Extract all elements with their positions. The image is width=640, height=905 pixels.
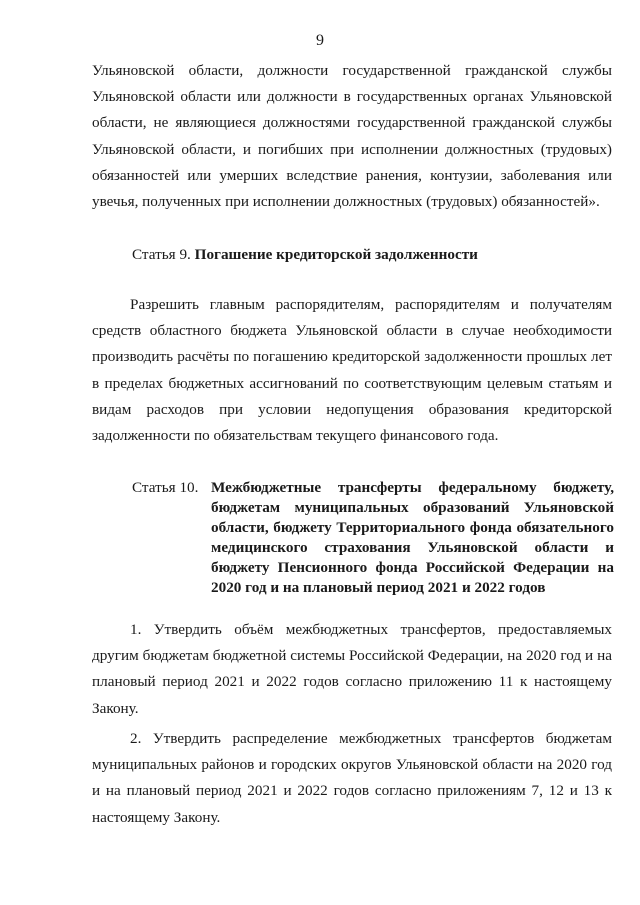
article-9-title: Погашение кредиторской задолженности: [194, 246, 478, 263]
article-9-label: Статья 9.: [132, 246, 195, 263]
article-10-item-2: 2. Утвердить распределение межбюджетных трансфертов бюджетам муниципальных районов и городских округов Ульяновской области на 2020 год и на плановый период 2021 и 2022 годов согласно приложениям 7, 12 и 13 к настоящему Закону.: [92, 730, 612, 826]
article-10-item-1: 1. Утвердить объём межбюджетных трансфертов, предоставляемых другим бюджетам бюджетной системы Российской Федерации, на 2020 год и на плановый период 2021 и 2022 годов согласно приложению 11 к настоящему Закону.: [92, 621, 612, 717]
article-9-body: Разрешить главным распорядителям, распорядителям и получателям средств областного бюджета Ульяновской области в случае необходимости производить расчёты по погашению кредиторской задолженности прошлых лет в пределах бюджетных ассигнований по соответствующим целевым статьям и видам расходов при условии недопущения образования кредиторской задолженности по обязательствам текущего финансового года.: [92, 296, 612, 445]
article-10-title: Межбюджетные трансферты федеральному бюджету, бюджетам муниципальных образований Ульяновской области, бюджету Территориального фонда обязательного медицинского страхования Ульяновской области и бюджету Пенсионного фонда Российской Федерации на 2020 год и на плановый период 2021 и 2022 годов: [211, 479, 614, 596]
article-10-label: Статья 10.: [132, 479, 199, 496]
article-9-heading: [132, 245, 478, 265]
page-number: 9: [316, 32, 324, 49]
intro-paragraph: Ульяновской области, должности государственной гражданской службы Ульяновской области или должности в государственных органах Ульяновской области, не являющиеся должностями государственной гражданской службы Ульяновской области, и погибших при исполнении должностных (трудовых) обязанностей или умерших вследствие ранения, контузии, заболевания или увечья, полученных при исполнении должностных (трудовых) обязанностей».: [92, 62, 612, 211]
